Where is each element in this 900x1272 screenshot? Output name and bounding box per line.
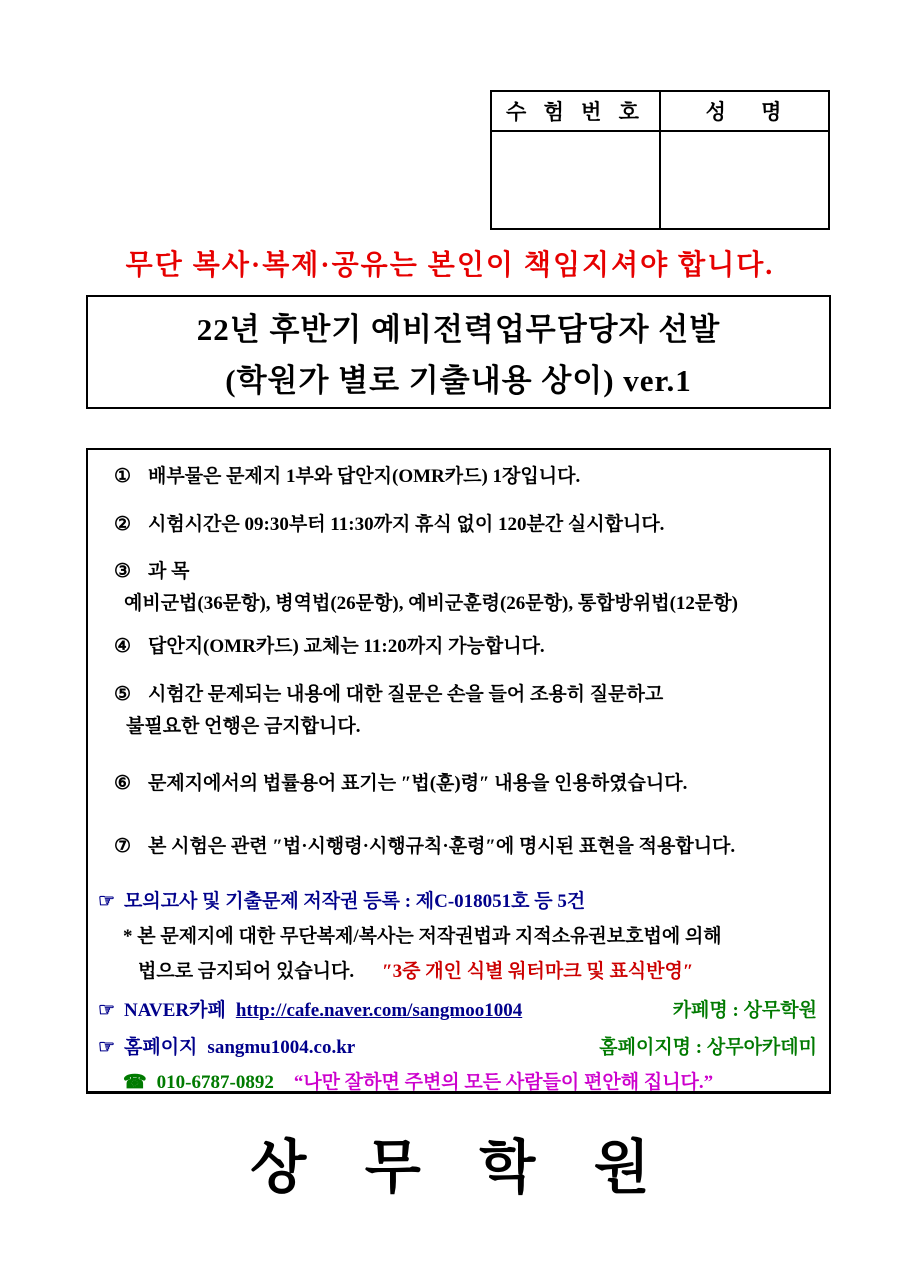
cafe-url-link[interactable]: http://cafe.naver.com/sangmoo1004 (235, 1000, 523, 1021)
exam-title-line1: 22년 후반기 예비전력업무담당자 선발 (196, 311, 721, 347)
cafe-line (98, 998, 817, 1024)
homepage-label: 홈페이지 (124, 1037, 198, 1058)
instruction-item-4 (114, 634, 817, 660)
telephone-icon: ☎ (123, 1072, 147, 1093)
name-header: 성 명 (660, 91, 829, 131)
instruction-item-3-subjects (124, 591, 817, 617)
piracy-note-line2 (138, 959, 817, 985)
homepage-name: 홈페이지명 : 상무아카데미 (599, 1037, 817, 1058)
watermark-notice-text: ″3중 개인 식별 워터마크 및 표식반영″ (382, 961, 694, 982)
instruction-item-2 (114, 512, 817, 538)
instruction-item-6 (114, 771, 817, 797)
item-3-number: ③ (114, 561, 132, 582)
item-4-number: ④ (114, 636, 132, 657)
item-7-number: ⑦ (114, 836, 132, 857)
exam-title-box (86, 295, 831, 409)
item-2-number: ② (114, 514, 132, 535)
pointing-hand-icon: ☞ (98, 1037, 116, 1058)
item-5-line1: 시험간 문제되는 내용에 대한 질문은 손을 들어 조용히 질문하고 (148, 684, 664, 705)
item-3-text: 과 목 (148, 561, 190, 582)
cafe-label: NAVER카페 (124, 1000, 226, 1021)
motto-quote: “나만 잘하면 주변의 모든 사람들이 편안해 집니다.” (293, 1072, 714, 1093)
item-3-subject-list: 예비군법(36문항), 병역법(26문항), 예비군훈령(26문항), 통합방위법(12문항) (124, 593, 738, 614)
instruction-item-5 (114, 682, 817, 740)
pointing-hand-icon: ☞ (98, 1000, 116, 1021)
copyright-note (98, 889, 817, 915)
item-5-number: ⑤ (114, 684, 132, 705)
examinee-info-table (490, 90, 830, 230)
homepage-url: sangmu1004.co.kr (207, 1037, 356, 1058)
item-5-line2: 불필요한 언행은 금지합니다. (126, 716, 361, 737)
copy-warning-text: 무단 복사·복제·공유는 본인이 책임지셔야 합니다. (125, 250, 775, 281)
exam-number-cell (491, 131, 660, 229)
copyright-note-text: 모의고사 및 기출문제 저작권 등록 : 제C-018051호 등 5건 (124, 891, 586, 912)
item-2-text: 시험시간은 09:30부터 11:30까지 휴식 없이 120분간 실시합니다. (148, 514, 665, 535)
table-body-row (491, 131, 829, 229)
exam-number-header: 수 험 번 호 (491, 91, 660, 131)
academy-name: 상 무 학 원 (250, 1135, 672, 1200)
item-4-text: 답안지(OMR카드) 교체는 11:20까지 가능합니다. (148, 636, 545, 657)
instruction-box (86, 448, 831, 1094)
item-1-number: ① (114, 466, 132, 487)
instruction-item-7 (114, 834, 817, 860)
item-7-text: 본 시험은 관련 ″법·시행령·시행규칙·훈령″에 명시된 표현을 적용합니다. (148, 836, 736, 857)
item-5-text (126, 682, 817, 740)
name-cell (660, 131, 829, 229)
table-header-row (491, 91, 829, 131)
phone-line (123, 1070, 817, 1094)
pointing-hand-icon: ☞ (98, 891, 116, 912)
piracy-note-line2-black: 법으로 금지되어 있습니다. (138, 961, 355, 982)
item-1-text: 배부물은 문제지 1부와 답안지(OMR카드) 1장입니다. (148, 466, 581, 487)
item-6-number: ⑥ (114, 773, 132, 794)
instruction-item-3 (114, 559, 817, 585)
exam-title-line2: (학원가 별로 기출내용 상이) ver.1 (225, 363, 692, 399)
item-6-text: 문제지에서의 법률용어 표기는 ″법(훈)령″ 내용을 인용하였습니다. (148, 773, 688, 794)
piracy-note-line1 (123, 924, 817, 950)
phone-number: 010-6787-0892 (156, 1072, 274, 1093)
piracy-note-line1-text: * 본 문제지에 대한 무단복제/복사는 저작권법과 지적소유권보호법에 의해 (123, 926, 722, 947)
instruction-item-1 (114, 464, 817, 490)
homepage-line (98, 1035, 817, 1061)
cafe-name: 카페명 : 상무학원 (672, 1000, 817, 1021)
